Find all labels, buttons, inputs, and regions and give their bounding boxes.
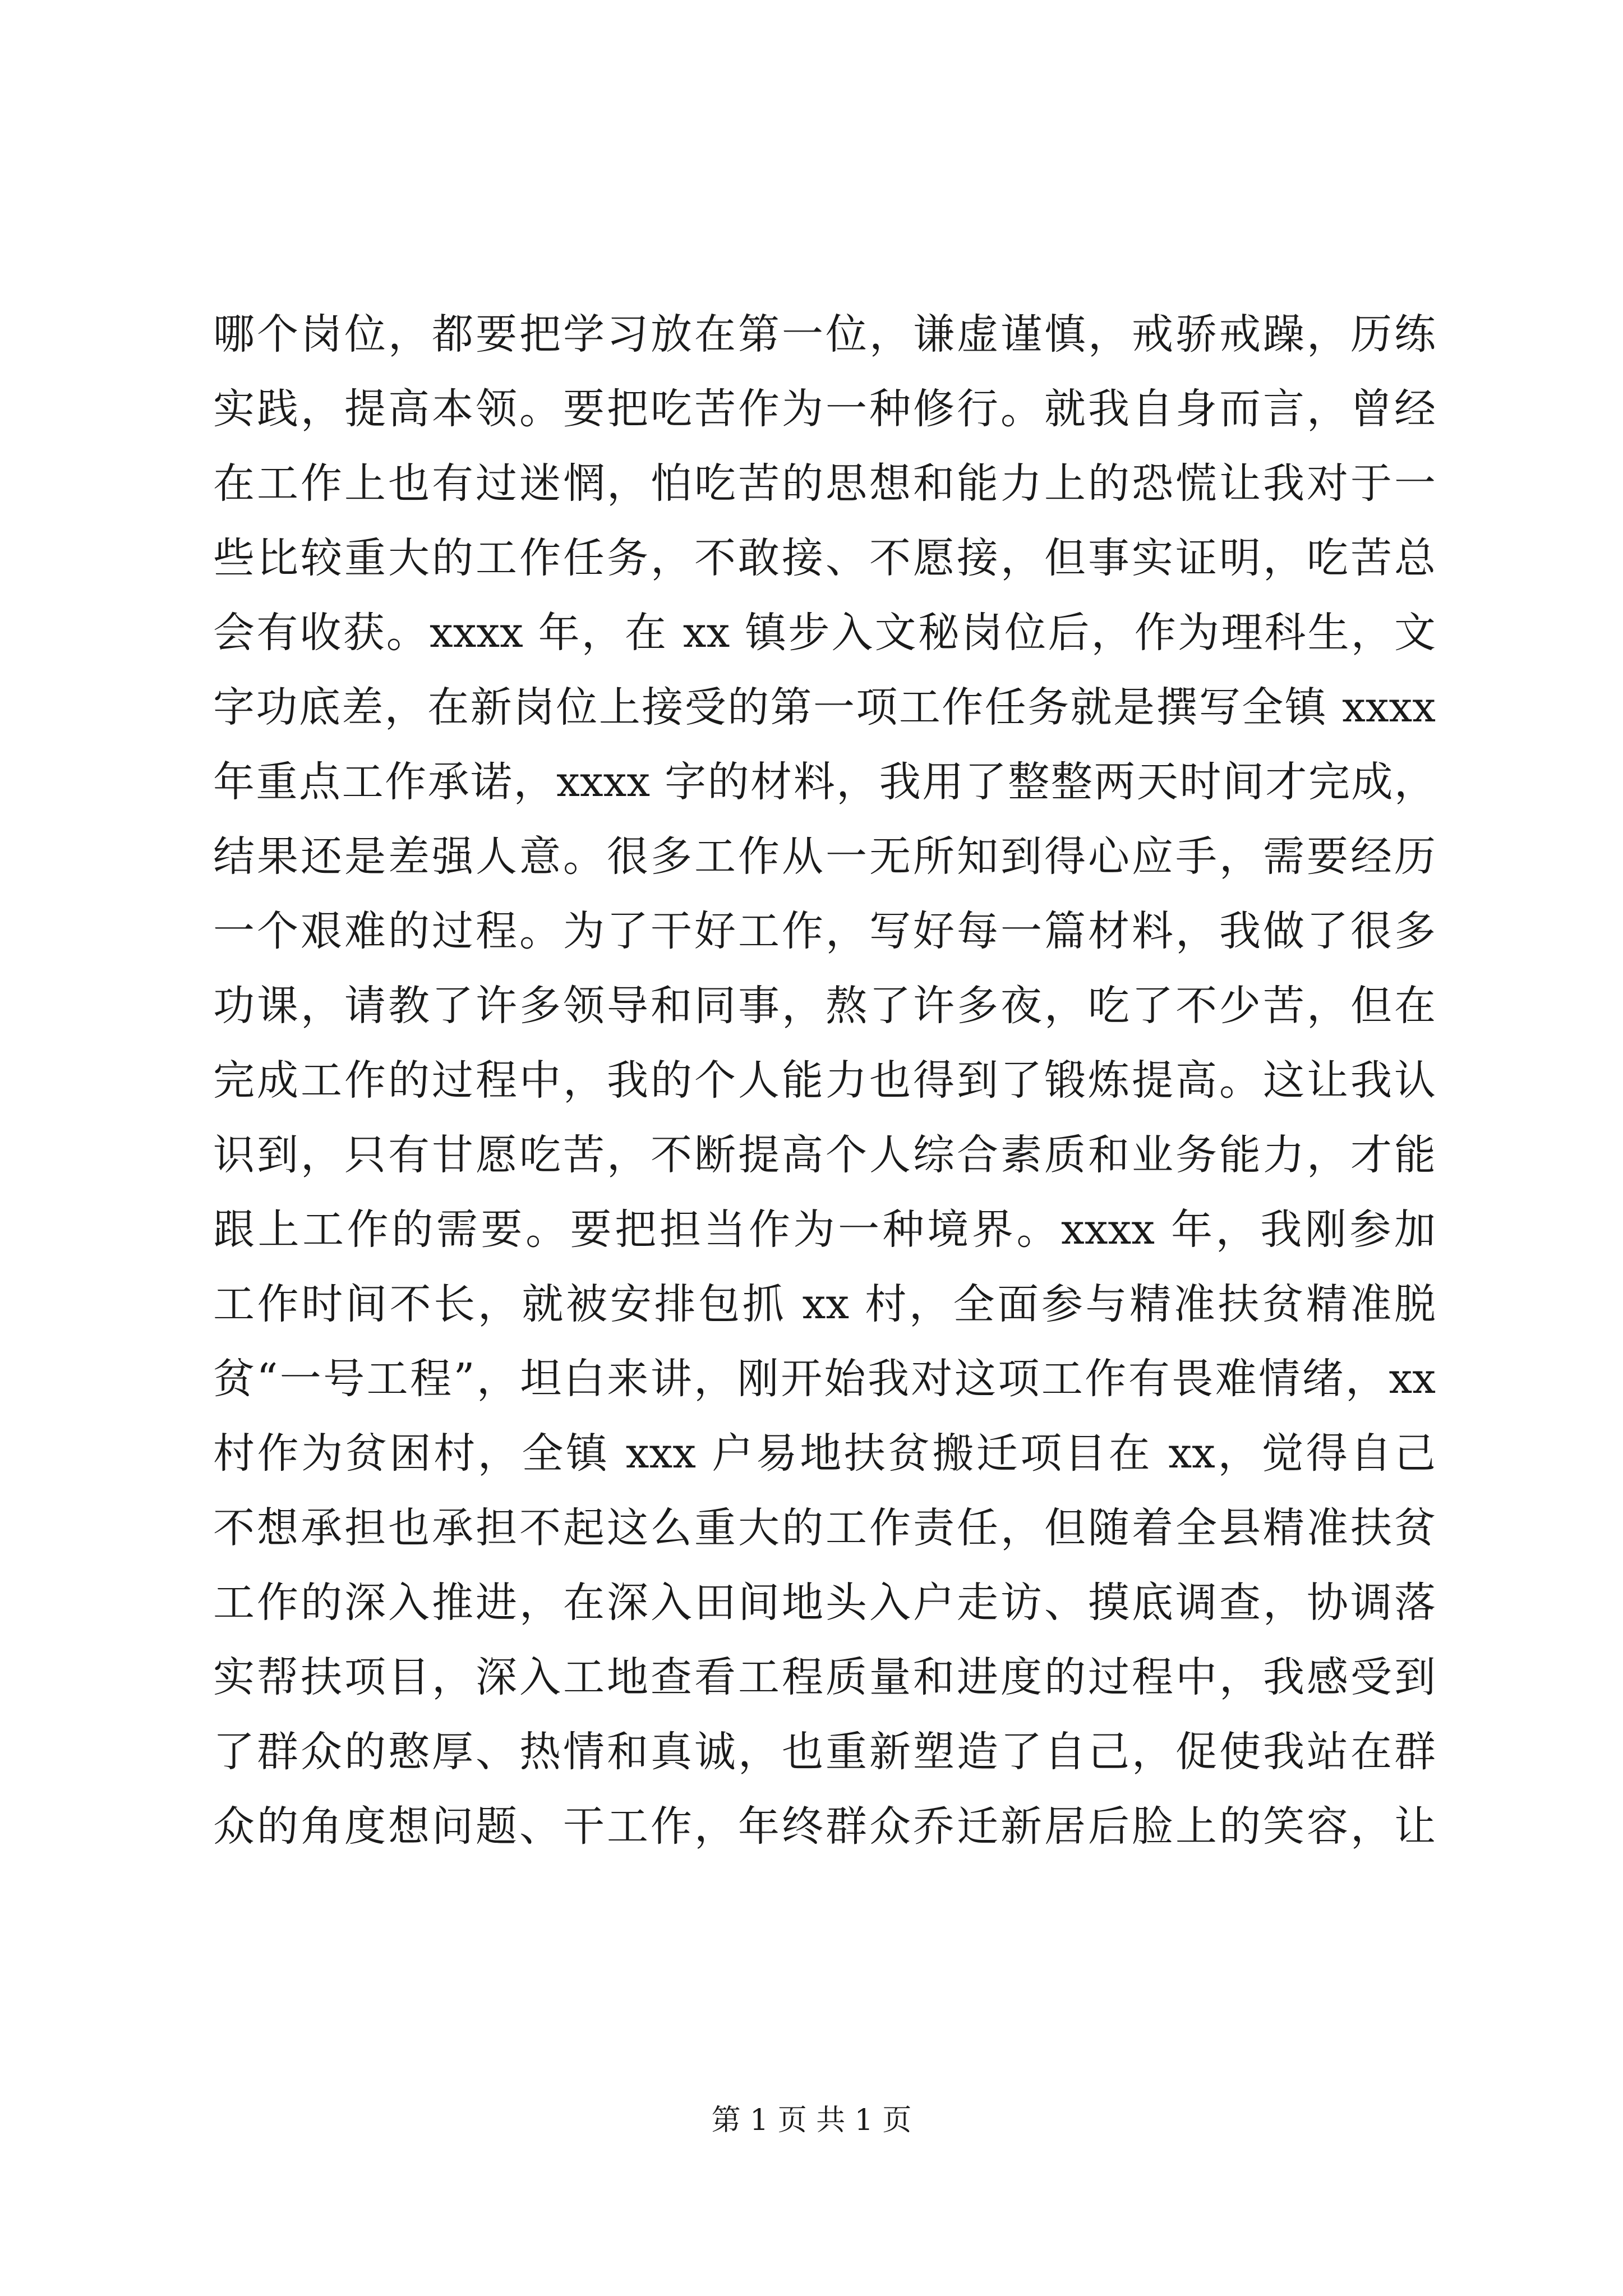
page-footer bbox=[0, 2101, 1623, 2140]
text-line: 村作为贫困村，全镇 xxx 户易地扶贫搬迁项目在 xx，觉得自己 bbox=[213, 1429, 1436, 1478]
text-line: 结果还是差强人意。很多工作从一无所知到得心应手，需要经历 bbox=[213, 832, 1436, 881]
text-line: 贫“一号工程”，坦白来讲，刚开始我对这项工作有畏难情绪，xx bbox=[213, 1355, 1436, 1403]
text-line: 不想承担也承担不起这么重大的工作责任，但随着全县精准扶贫 bbox=[213, 1504, 1436, 1552]
text-line: 会有收获。xxxx 年，在 xx 镇步入文秘岗位后，作为理科生，文 bbox=[213, 609, 1436, 657]
text-line: 功课，请教了许多领导和同事，熬了许多夜，吃了不少苦，但在 bbox=[213, 982, 1436, 1030]
text-line: 些比较重大的工作任务，不敢接、不愿接，但事实证明，吃苦总 bbox=[213, 534, 1436, 582]
text-line: 字功底差，在新岗位上接受的第一项工作任务就是撰写全镇 xxxx bbox=[213, 683, 1436, 731]
text-line: 哪个岗位，都要把学习放在第一位，谦虚谨慎，戒骄戒躁，历练 bbox=[213, 310, 1436, 358]
body-text bbox=[213, 297, 1436, 1864]
text-line: 一个艰难的过程。为了干好工作，写好每一篇材料，我做了很多 bbox=[213, 907, 1436, 955]
text-line: 实践，提高本领。要把吃苦作为一种修行。就我自身而言，曾经 bbox=[213, 385, 1436, 433]
text-line: 完成工作的过程中，我的个人能力也得到了锻炼提高。这让我认 bbox=[213, 1056, 1436, 1105]
text-line: 工作的深入推进，在深入田间地头入户走访、摸底调查，协调落 bbox=[213, 1579, 1436, 1627]
text-line: 工作时间不长，就被安排包抓 xx 村，全面参与精准扶贫精准脱 bbox=[213, 1280, 1436, 1328]
text-line: 跟上工作的需要。要把担当作为一种境界。xxxx 年，我刚参加 bbox=[213, 1205, 1436, 1254]
page-number-label: 第 1 页 共 1 页 bbox=[711, 2104, 912, 2137]
text-line: 识到，只有甘愿吃苦，不断提高个人综合素质和业务能力，才能 bbox=[213, 1131, 1436, 1179]
text-line: 在工作上也有过迷惘，怕吃苦的思想和能力上的恐慌让我对于一 bbox=[213, 459, 1436, 508]
text-line: 年重点工作承诺，xxxx 字的材料，我用了整整两天时间才完成， bbox=[213, 758, 1436, 806]
text-line: 实帮扶项目，深入工地查看工程质量和进度的过程中，我感受到 bbox=[213, 1653, 1436, 1701]
text-line: 了群众的憨厚、热情和真诚，也重新塑造了自己，促使我站在群 bbox=[213, 1728, 1436, 1776]
text-line: 众的角度想问题、干工作，年终群众乔迁新居后脸上的笑容，让 bbox=[213, 1802, 1436, 1851]
